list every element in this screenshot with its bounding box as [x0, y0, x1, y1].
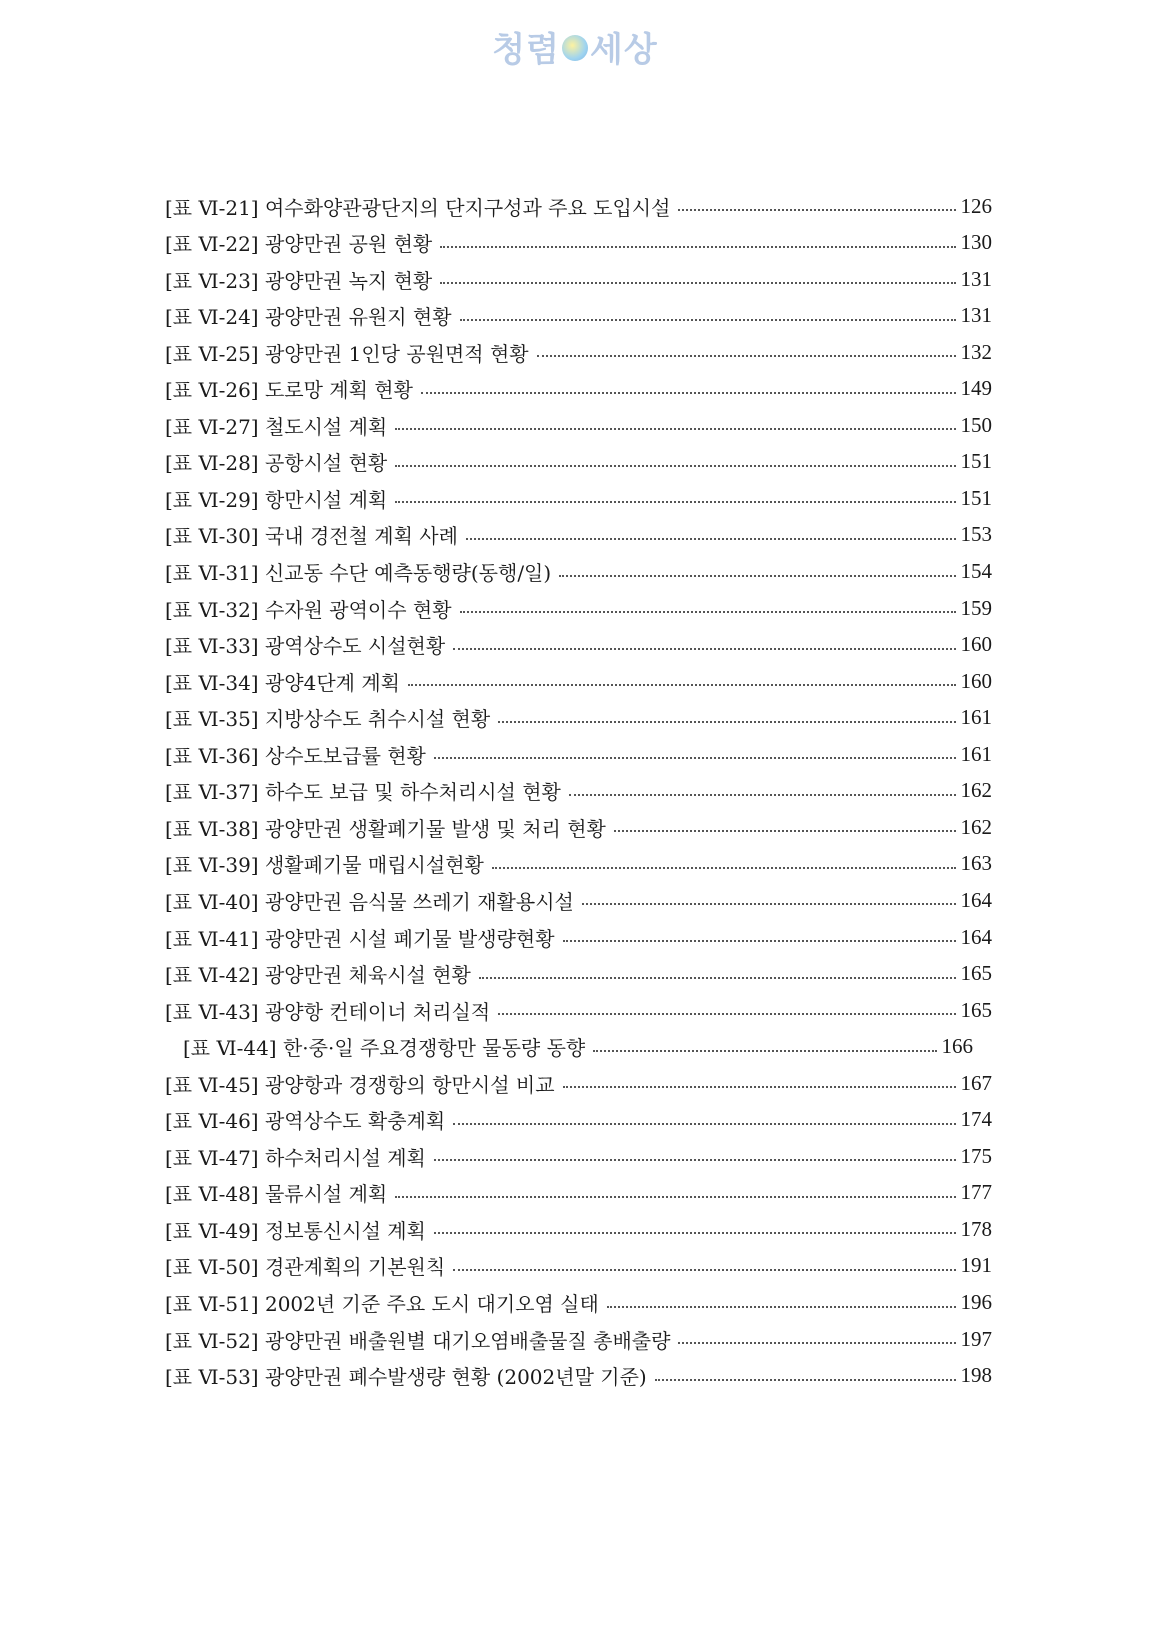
toc-dot-leader [440, 282, 955, 284]
toc-entry-label: [표 Ⅵ-24] 광양만권 유원지 현황 [165, 305, 452, 330]
toc-entry-page-number: 151 [960, 485, 992, 510]
toc-entry-label: [표 Ⅵ-36] 상수도보급률 현황 [165, 743, 426, 768]
toc-entry-label: [표 Ⅵ-22] 광양만권 공원 현황 [165, 232, 433, 257]
toc-dot-leader [460, 611, 956, 613]
toc-entry[interactable] [165, 443, 992, 481]
toc-entry[interactable] [165, 516, 992, 554]
toc-entry[interactable] [165, 553, 992, 591]
toc-entry[interactable] [165, 1174, 992, 1212]
toc-entry[interactable] [165, 1320, 992, 1358]
toc-dot-leader [434, 757, 956, 759]
toc-dot-leader [563, 940, 956, 942]
toc-entry[interactable] [165, 1064, 992, 1102]
toc-entry-page-number: 162 [960, 814, 992, 839]
toc-entry-label: [표 Ⅵ-33] 광역상수도 시설현황 [165, 634, 446, 659]
toc-entry-page-number: 153 [960, 522, 992, 547]
toc-entry-page-number: 163 [960, 851, 992, 876]
toc-dot-leader [492, 867, 956, 869]
toc-entry[interactable] [165, 297, 992, 335]
toc-entry-label: [표 Ⅵ-21] 여수화양관광단지의 단지구성과 주요 도입시설 [165, 195, 671, 220]
toc-dot-leader [569, 794, 956, 796]
toc-entry-page-number: 149 [960, 376, 992, 401]
header-logo [0, 22, 1150, 71]
toc-entry[interactable] [165, 224, 992, 262]
toc-dot-leader [537, 355, 956, 357]
toc-entry-label: [표 Ⅵ-29] 항만시설 계획 [165, 487, 388, 512]
toc-entry[interactable] [165, 1101, 992, 1139]
toc-entry-page-number: 165 [960, 997, 992, 1022]
toc-entry-label: [표 Ⅵ-51] 2002년 기준 주요 도시 대기오염 실태 [165, 1292, 599, 1316]
toc-entry[interactable] [165, 1357, 992, 1395]
toc-entry-page-number: 151 [960, 449, 992, 474]
toc-dot-leader [408, 684, 956, 686]
toc-entry-label: [표 Ⅵ-23] 광양만권 녹지 현황 [165, 268, 433, 293]
toc-dot-leader [395, 428, 955, 430]
toc-dot-leader [563, 1086, 956, 1088]
toc-dot-leader [479, 977, 956, 979]
toc-entry-page-number: 165 [960, 961, 992, 986]
toc-dot-leader [434, 1159, 956, 1161]
toc-entry-label: [표 Ⅵ-53] 광양만권 폐수발생량 현황 (2002년말 기준) [165, 1365, 647, 1390]
toc-entry-label: [표 Ⅵ-45] 광양항과 경쟁항의 항만시설 비교 [165, 1072, 555, 1097]
toc-entry-label: [표 Ⅵ-25] 광양만권 1인당 공원면적 현황 [165, 341, 529, 366]
toc-entry-label: [표 Ⅵ-42] 광양만권 체육시설 현황 [165, 963, 471, 988]
toc-entry[interactable] [165, 626, 992, 664]
toc-entry-page-number: 178 [960, 1216, 992, 1241]
toc-entry-label: [표 Ⅵ-41] 광양만권 시설 폐기물 발생량현황 [165, 926, 555, 951]
toc-entry[interactable] [165, 1247, 992, 1285]
toc-entry[interactable] [165, 370, 992, 408]
toc-entry-page-number: 197 [960, 1326, 992, 1351]
toc-entry-page-number: 159 [960, 595, 992, 620]
toc-dot-leader [395, 465, 955, 467]
toc-dot-leader [395, 501, 955, 503]
toc-entry[interactable] [165, 260, 992, 298]
toc-entry-label: [표 Ⅵ-28] 공항시설 현황 [165, 451, 388, 476]
toc-entry-page-number: 154 [960, 559, 992, 583]
toc-entry-label: [표 Ⅵ-30] 국내 경전철 계획 사례 [165, 524, 458, 549]
toc-dot-leader [559, 575, 955, 577]
toc-entry[interactable] [165, 589, 992, 627]
toc-entry-page-number: 164 [960, 924, 992, 949]
toc-entry[interactable] [165, 1137, 992, 1175]
toc-dot-leader [460, 319, 956, 321]
toc-dot-leader [421, 392, 956, 394]
toc-entry-page-number: 160 [960, 668, 992, 693]
logo-globe-icon [562, 35, 588, 61]
toc-entry-label: [표 Ⅵ-48] 물류시설 계획 [165, 1182, 388, 1207]
logo-text-left: 청렴 [492, 30, 560, 70]
toc-entry[interactable] [165, 699, 992, 737]
toc-entry[interactable] [165, 845, 992, 883]
toc-entry-label: [표 Ⅵ-47] 하수처리시설 계획 [165, 1145, 426, 1170]
toc-entry-page-number: 132 [960, 339, 992, 364]
toc-entry-label: [표 Ⅵ-34] 광양4단계 계획 [165, 670, 400, 695]
toc-dot-leader [582, 903, 956, 905]
toc-entry[interactable] [165, 1284, 992, 1322]
toc-entry[interactable] [165, 406, 992, 444]
toc-entry-page-number: 160 [960, 632, 992, 657]
toc-entry[interactable] [165, 1210, 992, 1248]
toc-entry-page-number: 167 [960, 1070, 992, 1095]
toc-entry-label: [표 Ⅵ-38] 광양만권 생활폐기물 발생 및 처리 현황 [165, 816, 606, 841]
toc-dot-leader [607, 1306, 956, 1308]
toc-entry-label: [표 Ⅵ-49] 정보통신시설 계획 [165, 1218, 426, 1243]
toc-entry-page-number: 198 [960, 1363, 992, 1388]
toc-dot-leader [453, 648, 955, 650]
toc-entry-page-number: 131 [960, 266, 992, 291]
toc-entry[interactable] [183, 1028, 973, 1066]
toc-dot-leader [498, 1013, 955, 1015]
toc-entry-page-number: 164 [960, 887, 992, 912]
toc-dot-leader [498, 721, 955, 723]
toc-entry-label: [표 Ⅵ-37] 하수도 보급 및 하수처리시설 현황 [165, 780, 561, 805]
toc-entry-label: [표 Ⅵ-50] 경관계획의 기본원칙 [165, 1255, 446, 1280]
toc-dot-leader [466, 538, 956, 540]
toc-dot-leader [395, 1196, 955, 1198]
toc-dot-leader [453, 1123, 955, 1125]
logo-text-right: 세상 [590, 30, 658, 70]
toc-entry[interactable] [165, 808, 992, 846]
toc-entry-label: [표 Ⅵ-44] 한·중·일 주요경쟁항만 물동량 동향 [183, 1036, 586, 1061]
toc-entry[interactable] [165, 662, 992, 700]
toc-entry[interactable] [165, 735, 992, 773]
toc-dot-leader [434, 1232, 956, 1234]
toc-entry-page-number: 175 [960, 1143, 992, 1168]
toc-dot-leader [614, 830, 956, 832]
toc-dot-leader [678, 1342, 955, 1344]
toc-entry-page-number: 131 [960, 303, 992, 328]
toc-dot-leader [678, 209, 955, 211]
toc-entry-label: [표 Ⅵ-46] 광역상수도 확충계획 [165, 1109, 446, 1134]
toc-entry-label: [표 Ⅵ-43] 광양항 컨테이너 처리실적 [165, 999, 491, 1024]
toc-entry[interactable] [165, 333, 992, 371]
toc-dot-leader [655, 1379, 956, 1381]
toc-entry[interactable] [165, 918, 992, 956]
toc-entry-page-number: 196 [960, 1290, 992, 1314]
toc-entry-page-number: 126 [960, 193, 992, 218]
toc-entry[interactable] [165, 479, 992, 517]
toc-entry-page-number: 130 [960, 230, 992, 255]
toc-entry-page-number: 174 [960, 1107, 992, 1132]
toc-entry-page-number: 166 [941, 1034, 973, 1059]
toc-entry[interactable] [165, 187, 992, 225]
toc-entry-page-number: 161 [960, 741, 992, 766]
toc-dot-leader [593, 1050, 936, 1052]
toc-entry-label: [표 Ⅵ-26] 도로망 계획 현황 [165, 378, 413, 403]
toc-entry-page-number: 162 [960, 778, 992, 803]
toc-entry-page-number: 161 [960, 705, 992, 730]
toc-entry-label: [표 Ⅵ-31] 신교동 수단 예측동행량(동행/일) [165, 561, 552, 585]
toc-entry[interactable] [165, 772, 992, 810]
toc-entry-page-number: 191 [960, 1253, 992, 1278]
toc-entry[interactable] [165, 991, 992, 1029]
toc-entry-page-number: 177 [960, 1180, 992, 1205]
toc-entry[interactable] [165, 881, 992, 919]
toc-entry-label: [표 Ⅵ-35] 지방상수도 취수시설 현황 [165, 707, 491, 732]
toc-entry-label: [표 Ⅵ-52] 광양만권 배출원별 대기오염배출물질 총배출량 [165, 1328, 671, 1353]
toc-entry-page-number: 150 [960, 412, 992, 437]
toc-entry-label: [표 Ⅵ-32] 수자원 광역이수 현황 [165, 597, 452, 622]
toc-entry[interactable] [165, 955, 992, 993]
toc-entry-label: [표 Ⅵ-27] 철도시설 계획 [165, 414, 388, 439]
toc-dot-leader [453, 1269, 955, 1271]
toc-entry-label: [표 Ⅵ-39] 생활폐기물 매립시설현황 [165, 853, 484, 878]
toc-dot-leader [440, 246, 955, 248]
toc-entry-label: [표 Ⅵ-40] 광양만권 음식물 쓰레기 재활용시설 [165, 889, 574, 914]
